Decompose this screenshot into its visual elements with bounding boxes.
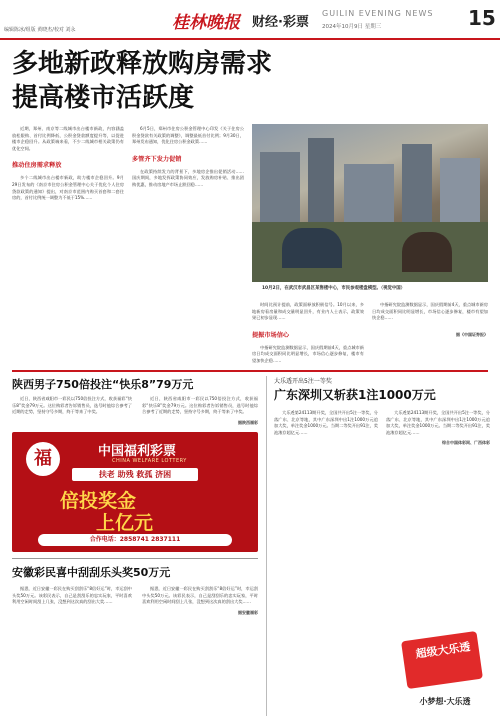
lottery-advertisement: [12, 432, 258, 552]
story-headline: 安徽彩民喜中刮刮乐头奖50万元: [12, 566, 171, 579]
lead-photo: [252, 124, 488, 282]
lead-credit: 据《中国证券报》: [456, 331, 488, 337]
promo-slogan: 小梦想·大乐透: [419, 697, 471, 706]
story-body: 据悉，近日安徽一彩民在购买刮刮乐“8倍好运”时，幸运刮中头奖50万元。该彩民表示，自己是刮刮乐的忠实玩家，平时喜欢利用空闲时间刮上几张，没想到这次真的刮出大奖……: [142, 586, 258, 605]
lead-body: 中指研究院监测数据显示，国庆假期前4天，重点城市新房日均成交面积同比明显增长，市场信心逐步修复，楼市有望加快企稳……: [372, 302, 488, 321]
lead-body: 时间比预计提前，政策面释放积极信号。10月以来，多地新房看房量和成交量明显回升，有业内人士表示，政策效果已初步显现……: [252, 302, 364, 321]
page-header: [0, 0, 500, 40]
photo-caption: 10月2日，在武汉市武昌区某售楼中心，市民参观楼盘模型。（视觉中国）: [262, 286, 406, 291]
lead-headline-2: 提高楼市活跃度: [12, 83, 195, 113]
story-credit: 综合中国体彩网、广西体彩: [442, 440, 490, 446]
promo-title: 超级大乐透: [414, 640, 472, 661]
story-body-column: [12, 586, 132, 606]
story-body-column: [386, 410, 490, 446]
story-divider: [12, 558, 258, 559]
lead-column-1: [12, 126, 124, 202]
ad-logo-en: CHINA WELFARE LOTTERY: [112, 458, 187, 464]
story-credit: 据安徽福彩: [238, 609, 258, 615]
lead-intro: 近期，郑州、南京等二线城市出台楼市新政，内容涵盖放松限购、首付比例降低、公积金贷款额度提升等，以促进楼市企稳回升。从政策端来看，不少二线城市相关政策仍有优化空间。: [12, 126, 124, 151]
lead-column-2: [132, 126, 244, 189]
ad-logo-text: 中国福利彩票: [98, 444, 177, 459]
lead-headline-1: 多地新政释放购房需求: [12, 49, 273, 79]
ad-title-2: 上亿元: [96, 512, 154, 534]
story-headline: 陕西男子750倍投注“快乐8”79万元: [12, 378, 194, 391]
lead-body: 6月5日，郑州市住房公积金管理中心印发《关于住房公积金贷款有关政策的调整》，调整最低首付比例；9月30日，郑州发布通知，优化住房公积金政策……: [132, 126, 244, 145]
section-title: 财经·彩票: [252, 15, 309, 30]
subhead-housing-demand: 推动住房需求释放: [12, 162, 62, 170]
column-divider: [266, 376, 267, 716]
welfare-lottery-emblem-icon: 福: [26, 442, 60, 476]
story-body: 据悉，近日安徽一彩民在购买刮刮乐“8倍好运”时，幸运刮中头奖50万元。该彩民表示，自己是刮刮乐的忠实玩家，平时喜欢利用空闲时间刮上几张，没想到这次真的刮出大奖……: [12, 586, 132, 605]
story-body: 近日，陕西省咸阳市一彩民以750倍投注方式，收获福彩“快乐8”奖金79万元。这位购彩者告诉销售员，选号时他综合参考了近期的走势，坚持守号多期，终于等来了中奖。: [12, 396, 132, 415]
lead-body: 多个二线城市出台楼市新政，助力楼市企稳回升。9月29日发布的《南京市住房公积金管理中心关于优化个人住房贷款政策的通知》提出，对南京市范围内购买首套和二套住房的，首付比例统一调整为不低于15%……: [12, 175, 124, 201]
story-credit: 据陕西福彩: [238, 419, 258, 425]
story-body-column: [274, 410, 378, 436]
story-body-column: [12, 396, 132, 416]
lead-body: 中指研究院监测数据显示，国庆假期前4天，重点城市新房日均成交面积同比明显增长，市场信心逐步修复，楼市有望加快企稳……: [252, 344, 364, 363]
paper-name: GUILIN EVENING NEWS: [322, 9, 434, 18]
newspaper-logo: 桂林晚报: [172, 13, 240, 33]
story-headline: 广东深圳又斩获1注1000万元: [274, 388, 436, 402]
story-body: 大乐透第24113期开奖，全国共开出5注一等奖，分落广东、北京等地，其中广东深圳中出1注1000万元追加大奖，单注奖金1000万元。当期二等奖开出91注，奖池滚存超亿元……: [386, 410, 490, 435]
page-number: 15: [468, 6, 496, 30]
story-kicker: 大乐透开出5注一等奖: [274, 378, 332, 385]
ad-hotline: 合作电话：2858741 2837111: [38, 534, 232, 546]
edition-info: 编辑陈冰/组版 黄晓杰/校对 刘永: [4, 27, 76, 33]
story-body-column: [142, 396, 258, 426]
lead-column-4: [372, 302, 488, 338]
story-body: 近日，陕西省咸阳市一彩民以750倍投注方式，收获福彩“快乐8”奖金79万元。这位购彩者告诉销售员，选号时他综合参考了近期的走势，坚持守号多期，终于等来了中奖。: [142, 396, 258, 415]
story-body: 大乐透第24113期开奖，全国共开出5注一等奖，分落广东、北京等地，其中广东深圳中出1注1000万元追加大奖，单注奖金1000万元。当期二等奖开出91注，奖池滚存超亿元……: [274, 410, 378, 435]
subhead-confidence: 提振市场信心: [252, 331, 290, 339]
lead-body: 在政策持续发力的背景下，多地房企推出促销活动……国庆期间，多地发挥政策协同效应，发放购房补贴、推出团购优惠，推动房地产市场止跌回稳……: [132, 168, 244, 187]
lead-column-3: [252, 302, 364, 365]
story-body-column: [142, 586, 258, 616]
ad-slogan: 扶老 助残 救孤 济困: [72, 468, 198, 481]
subhead-promotion: 多管齐下发力促销: [132, 155, 182, 163]
issue-date: 2024年10月9日 星期三: [322, 24, 382, 30]
ad-title: 倍投奖金: [60, 490, 137, 512]
section-divider: [12, 370, 488, 372]
dlt-promo: [398, 632, 490, 716]
